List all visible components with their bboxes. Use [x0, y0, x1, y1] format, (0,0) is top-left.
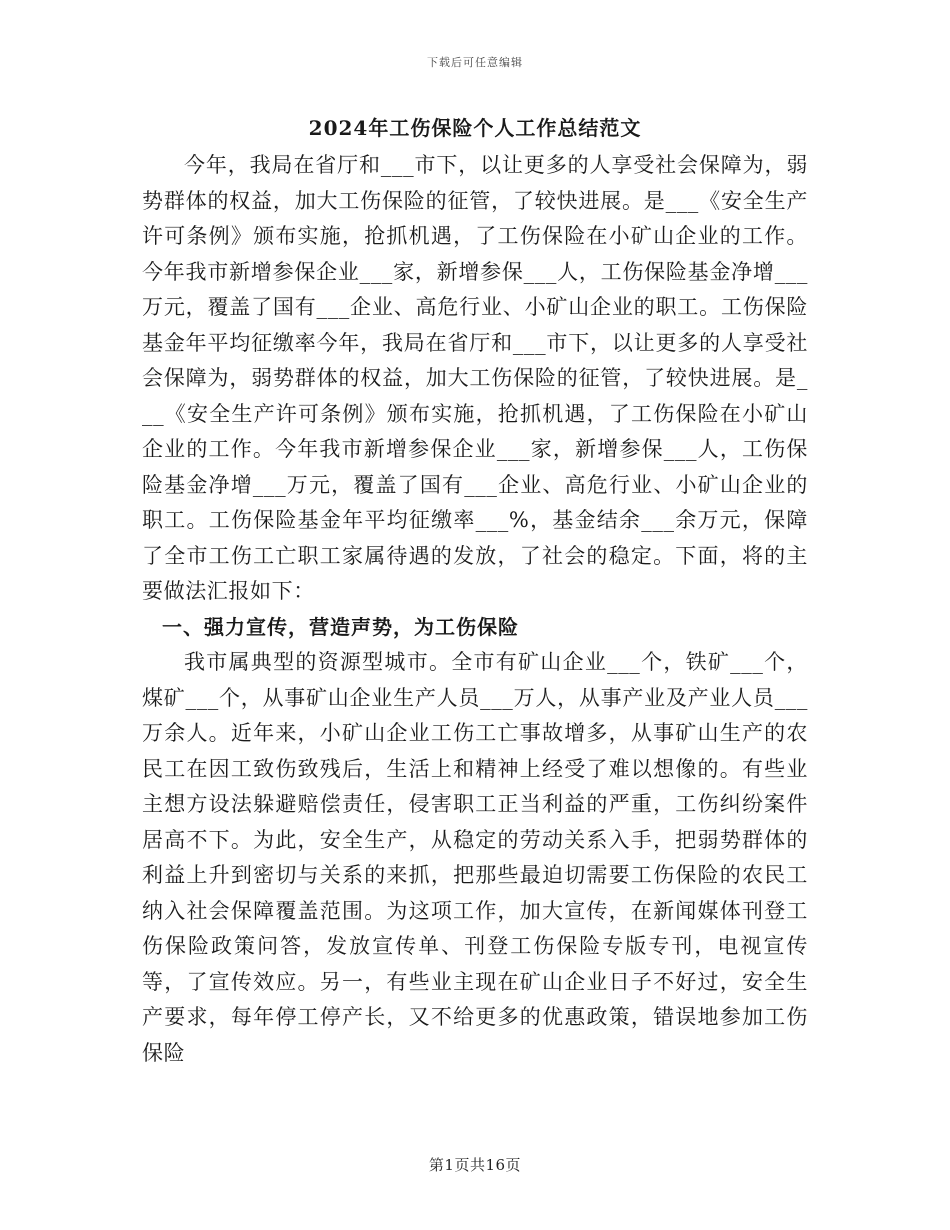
document-title: 2024年工伤保险个人工作总结范文 — [308, 116, 642, 140]
paragraph-intro: 今年，我局在省厅和___市下，以让更多的人享受社会保障为，弱势群体的权益，加大工伤保险的征管，了较快进展。是___《安全生产许可条例》颁布实施，抢抓机遇，了工伤保险在小矿山企业的工作。今年我市新增参保企业___家，新增参保___人，工伤保险基金净增___万元，覆盖了国有___企业、高危行业、小矿山企业的职工。工伤保险基金年平均征缴率今年，我局在省厅和___市下，以让更多的人享受社会保障为，弱势群体的权益，加大工伤保险的征管，了较快进展。是___《安全生产许可条例》颁布实施，抢抓机遇，了工伤保险在小矿山企业的工作。今年我市新增参保企业___家，新增参保___人，工伤保险基金净增___万元，覆盖了国有___企业、高危行业、小矿山企业的职工。工伤保险基金年平均征缴率___%，基金结余___余万元，保障了全市工伤工亡职工家属待遇的发放，了社会的稳定。下面，将的主要做法汇报如下： — [142, 153, 808, 603]
paragraph-section-1: 我市属典型的资源型城市。全市有矿山企业___个，铁矿___个，煤矿___个，从事矿山企业生产人员___万人，从事产业及产业人员___万余人。近年来，小矿山企业工伤工亡事故增多，从事矿山生产的农民工在因工致伤致残后，生活上和精神上经受了难以想像的。有些业主想方设法躲避赔偿责任，侵害职工正当利益的严重，工伤纠纷案件居高不下。为此，安全生产，从稳定的劳动关系入手，把弱势群体的利益上升到密切与关系的来抓，把那些最迫切需要工伤保险的农民工纳入社会保障覆盖范围。为这项工作，加大宣传，在新闻媒体刊登工伤保险政策问答，发放宣传单、刊登工伤保险专版专刊，电视宣传等，了宣传效应。另一，有些业主现在矿山企业日子不好过，安全生产要求，每年停工停产长，又不给更多的优惠政策，错误地参加工伤保险 — [142, 650, 808, 1065]
document-body — [142, 108, 808, 1071]
page-number: 第1页共16页 — [428, 1156, 522, 1174]
page-header: 下载后可任意编辑 — [427, 56, 523, 69]
section-heading-1: 一、强力宣传，营造声势，为工伤保险 — [162, 614, 519, 639]
